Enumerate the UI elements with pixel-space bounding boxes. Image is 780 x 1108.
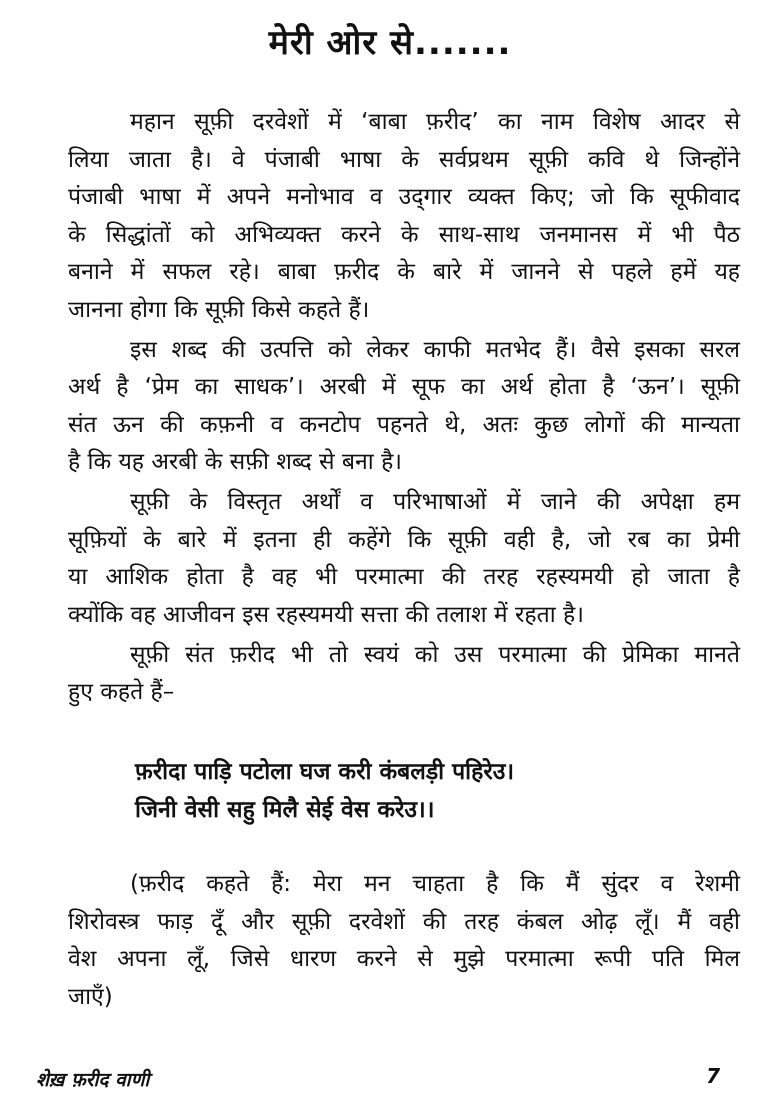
verse-block <box>135 754 514 829</box>
text-line: महान सूफ़ी दरवेशों में ‘बाबा फ़रीद’ का नाम विशेष आदर से <box>130 109 740 135</box>
text-line: इस शब्द की उत्पत्ति को लेकर काफी मतभेद हैं। वैसे इसका सरल <box>130 336 740 363</box>
paragraph-4 <box>68 637 740 712</box>
text-line: वेश अपना लूँ, जिसे धारण करने से मुझे परमात्मा रूपी पति मिल <box>68 946 740 972</box>
text-line: जानना होगा कि सूफ़ी किसे कहते हैं। <box>68 296 370 323</box>
text-line: संत ऊन की कफ़नी व कनटोप पहनते थे, अतः कुछ लोगों की मान्यता <box>68 411 740 438</box>
paragraph-1 <box>68 104 740 329</box>
body-text <box>68 104 740 714</box>
footer-book-title: शेख़ फ़रीद वाणी <box>36 1069 150 1091</box>
page-title: मेरी ओर से....... <box>268 23 512 63</box>
text-line: (फ़रीद कहते हैं: मेरा मन चाहता है कि मैं सुंदर व रेशमी <box>130 871 740 897</box>
text-line: शिरोवस्त्र फाड़ दूँ और सूफ़ी दरवेशों की तरह कंबल ओढ़ लूँ। मैं वही <box>68 908 740 935</box>
verse-line: जिनी वेसी सहु मिलै सेई वेस करेउ।। <box>135 796 435 823</box>
text-line: सूफ़ियों के बारे में इतना ही कहेंगे कि सूफ़ी वही है, जो रब का प्रेमी <box>68 526 740 553</box>
text-line: है कि यह अरबी के सफ़ी शब्द से बना है। <box>68 449 403 475</box>
text-line: क्योंकि वह आजीवन इस रहस्यमयी सत्ता की तलाश में रहता है। <box>68 601 584 628</box>
paragraph-2 <box>68 332 740 482</box>
text-line: सूफ़ी संत फ़रीद भी तो स्वयं को उस परमात्मा की प्रेमिका मानते <box>130 641 740 668</box>
text-line: लिया जाता है। वे पंजाबी भाषा के सर्वप्रथम सूफ़ी कवि थे जिन्होंने <box>68 146 740 173</box>
text-line: अर्थ है ‘प्रेम का साधक’। अरबी में सूफ का अर्थ होता है ‘ऊन’। सूफ़ी <box>68 374 740 400</box>
text-line: या आशिक होता है वह भी परमात्मा की तरह रहस्यमयी हो जाता है <box>68 564 740 590</box>
text-line: पंजाबी भाषा में अपने मनोभाव व उद्‌गार व्यक्त किए; जो कि सूफीवाद <box>68 184 740 210</box>
paragraph-3 <box>68 484 740 634</box>
verse-line: फ़रीदा पाड़ि पटोला घज करी कंबलड़ी पहिरेउ। <box>135 759 515 785</box>
page-number: 7 <box>706 1064 720 1088</box>
translation-paragraph <box>68 866 740 1016</box>
text-line: जाएँ) <box>68 983 113 1010</box>
text-line: के सिद्धांतों को अभिव्यक्त करने के साथ-साथ जनमानस में भी पैठ <box>68 221 740 248</box>
text-line: हुए कहते हैं– <box>68 679 175 705</box>
text-line: बनाने में सफल रहे। बाबा फ़रीद के बारे में जानने से पहले हमें यह <box>68 259 740 285</box>
text-line: सूफ़ी के विस्तृत अर्थों व परिभाषाओं में जाने की अपेक्षा हम <box>130 489 740 515</box>
